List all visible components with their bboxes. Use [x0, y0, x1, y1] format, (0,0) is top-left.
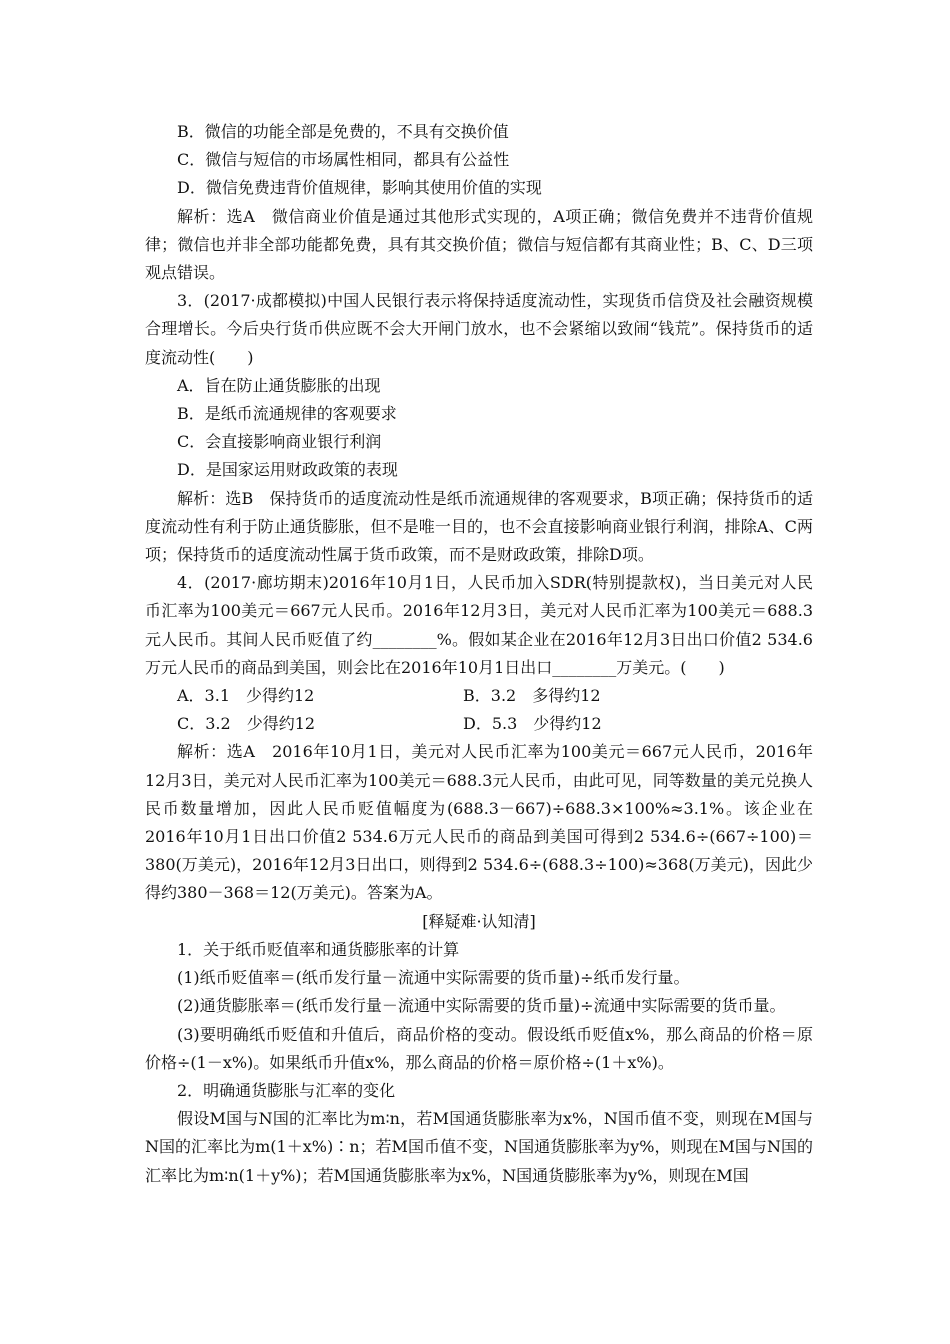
q4-option-a: A．3.1 少得约12 — [177, 686, 315, 706]
page-content — [145, 118, 813, 1190]
point2-title: 2．明确通货膨胀与汇率的变化 — [177, 1080, 396, 1100]
point2-text: 假设M国与N国的汇率比为m∶n，若M国通货膨胀率为x%，N国币值不变，则现在M国与N国的汇率比为m(1＋x%)∶n；若M国币值不变，N国通货膨胀率为y%，则现在M国与N国的汇率比为m∶n(1＋y%)；若M国通货膨胀率为x%，N国通货膨胀率为y%，则现在M国 — [145, 1109, 813, 1185]
point1-title: 1．关于纸币贬值率和通货膨胀率的计算 — [177, 939, 460, 959]
q4-options-row-2 — [145, 710, 813, 738]
q2-option-c: C．微信与短信的市场属性相同，都具有公益性 — [177, 150, 510, 170]
point1-item3: (3)要明确纸币贬值和升值后，商品价格的变动。假设纸币贬值x%，那么商品的价格＝原价格÷(1－x%)。如果纸币升值x%，那么商品的价格＝原价格÷(1＋x%)。 — [145, 1024, 813, 1072]
q2-option-d: D．微信免费违背价值规律，影响其使用价值的实现 — [177, 178, 542, 198]
point1-item1: (1)纸币贬值率＝(纸币发行量－流通中实际需要的货币量)÷纸币发行量。 — [177, 968, 690, 988]
q4-options-row-1 — [145, 682, 813, 710]
q4-stem: 4．(2017·廊坊期末)2016年10月1日，人民币加入SDR(特别提款权)，当日美元对人民币汇率为100美元＝667元人民币。2016年12月3日，美元对人民币汇率为100美元＝688.3元人民币。其间人民币贬值了约________%。假如某企业在2016年12月3日出口价值2 534.6万元人民币的商品到美国，则会比在2016年10月1日出口________万美元。( ) — [145, 573, 813, 677]
q3-stem: 3．(2017·成都模拟)中国人民银行表示将保持适度流动性，实现货币信贷及社会融资规模合理增长。今后央行货币供应既不会大开闸门放水，也不会紧缩以致闹“钱荒”。保持货币的适度流动性( ) — [145, 291, 813, 367]
point1-item2: (2)通货膨胀率＝(纸币发行量－流通中实际需要的货币量)÷流通中实际需要的货币量。 — [177, 996, 786, 1016]
q4-option-b: B．3.2 多得约12 — [463, 686, 601, 706]
q3-option-c: C．会直接影响商业银行利润 — [177, 432, 382, 452]
q3-option-b: B．是纸币流通规律的客观要求 — [177, 404, 397, 424]
q4-analysis: 解析：选A 2016年10月1日，美元对人民币汇率为100美元＝667元人民币，2016年12月3日，美元对人民币汇率为100美元＝688.3元人民币，由此可见，同等数量的美元兑换人民币数量增加，因此人民币贬值幅度为(688.3－667)÷688.3×100%≈3.1%。该企业在2016年10月1日出口价值2 534.6万元人民币的商品到美国可得到2 534.6÷(667÷100)＝380(万美元)，2016年12月3日出口，则得到2 534.6÷(688.3÷100)≈368(万美元)，因此少得约380－368＝12(万美元)。答案为A。 — [145, 742, 813, 903]
q3-option-a: A．旨在防止通货膨胀的出现 — [177, 375, 381, 395]
q4-option-d: D．5.3 少得约12 — [463, 714, 602, 734]
q4-option-c: C．3.2 少得约12 — [177, 714, 316, 734]
q2-option-b: B．微信的功能全部是免费的，不具有交换价值 — [177, 122, 509, 141]
section-heading: [释疑难·认知清] — [422, 911, 536, 931]
q3-option-d: D．是国家运用财政政策的表现 — [177, 460, 398, 480]
q2-analysis: 解析：选A 微信商业价值是通过其他形式实现的，A项正确；微信免费并不违背价值规律；微信也并非全部功能都免费，具有其交换价值；微信与短信都有其商业性；B、C、D三项观点错误。 — [145, 206, 813, 283]
q3-analysis: 解析：选B 保持货币的适度流动性是纸币流通规律的客观要求，B项正确；保持货币的适度流动性有利于防止通货膨胀，但不是唯一目的，也不会直接影响商业银行利润，排除A、C两项；保持货币的适度流动性属于货币政策，而不是财政政策，排除D项。 — [145, 488, 813, 565]
